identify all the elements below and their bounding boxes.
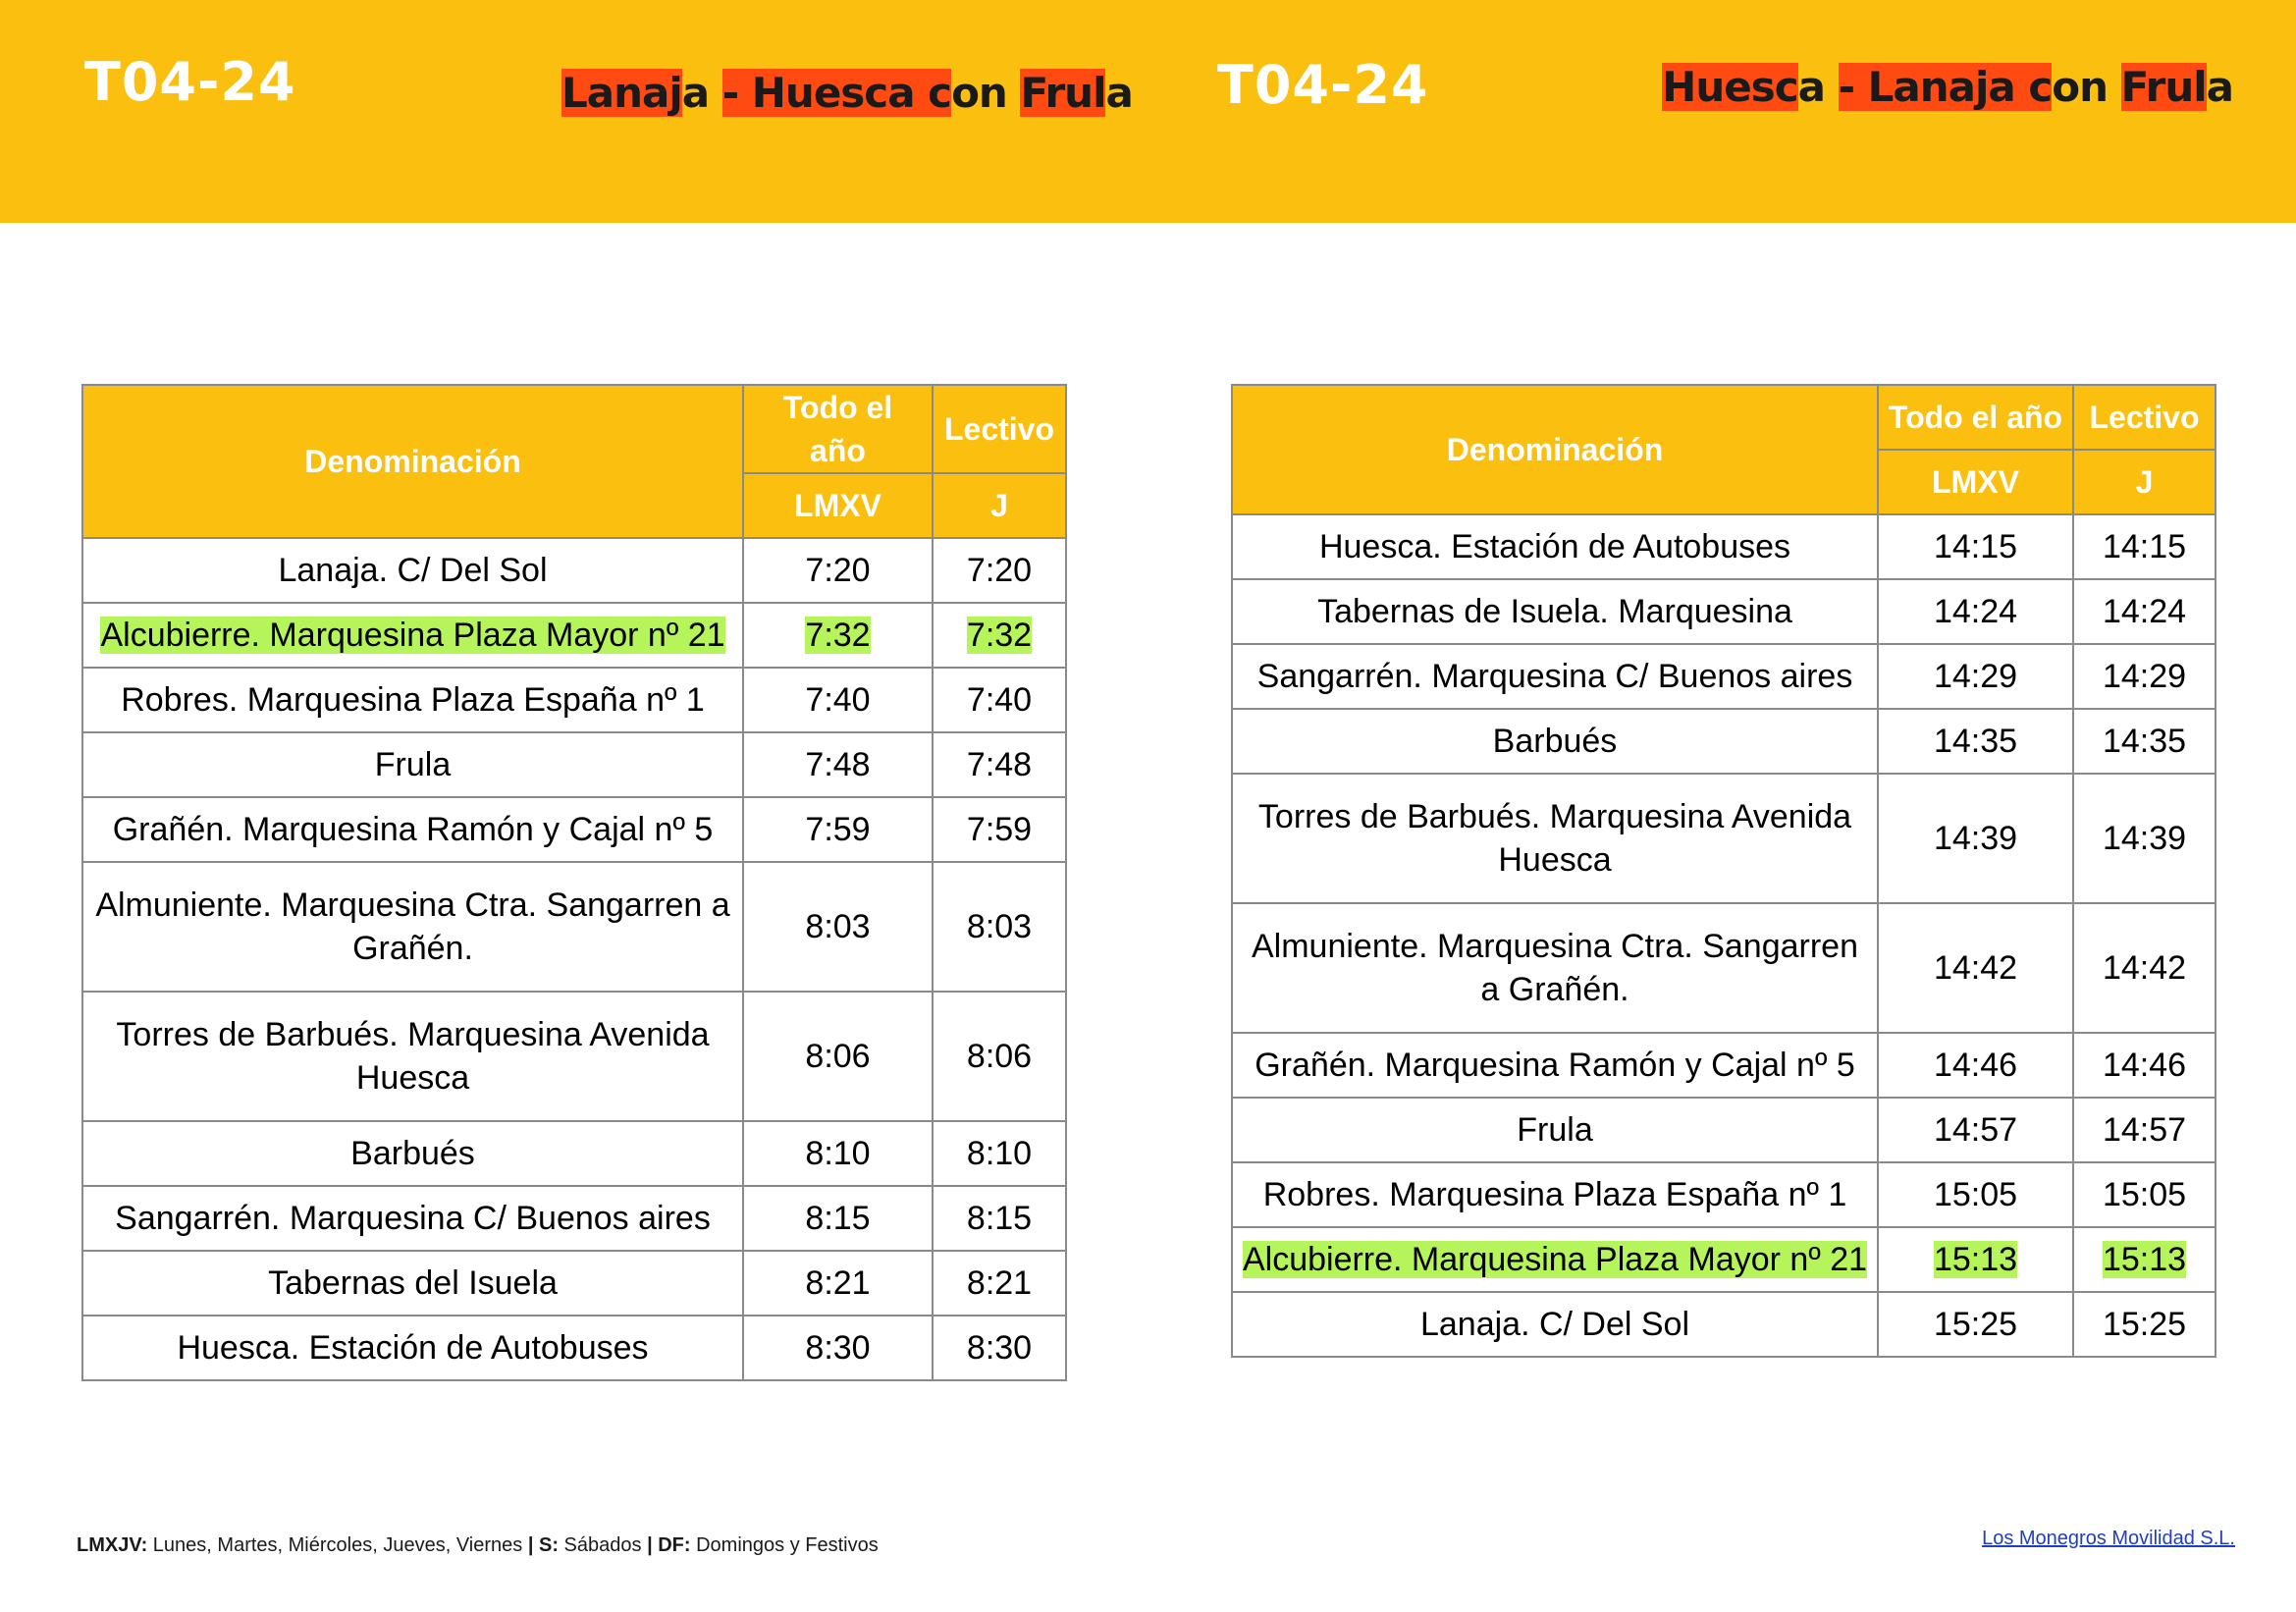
time-all-year: 7:40 [805,681,871,719]
time-all-year: 7:20 [805,552,871,589]
table-row [1232,514,2216,579]
stop-name: Barbués [1492,723,1618,760]
timetable-outbound [81,384,1067,1381]
header-denominacion: Denominación [82,385,743,538]
time-school: 14:35 [2102,723,2187,760]
route-title-part: a [1797,63,1839,111]
time-school: 14:29 [2102,658,2187,695]
route-title-part: - Huesca c [721,69,952,117]
time-all-year: 8:10 [805,1135,871,1172]
stop-name: Sangarrén. Marquesina C/ Buenos aires [1256,658,1853,695]
header-band [0,0,2296,223]
header-todo-el-ano: Todo el año [743,385,933,473]
time-school: 8:21 [966,1264,1033,1302]
route-code-return: T04-24 [1217,54,1429,116]
table-row [82,1121,1066,1186]
table-row [1232,1227,2216,1292]
table-row [1232,774,2216,903]
time-school: 8:15 [966,1200,1033,1237]
header-days-lmxv: LMXV [743,473,933,538]
time-school: 14:42 [2102,949,2187,987]
header-lectivo: Lectivo [933,385,1066,473]
route-title-part: a [681,69,722,117]
stop-name: Lanaja. C/ Del Sol [278,552,548,589]
legend-part: Domingos y Festivos [690,1534,879,1556]
table-row [82,732,1066,797]
table-row [82,538,1066,603]
time-school: 8:30 [966,1329,1033,1367]
time-all-year: 7:32 [805,617,871,654]
time-school: 14:46 [2102,1047,2187,1084]
stop-name: Huesca. Estación de Autobuses [1318,528,1791,565]
time-all-year: 14:46 [1933,1047,2018,1084]
time-school: 15:13 [2102,1241,2187,1278]
header-todo-el-ano: Todo el año [1878,385,2073,450]
stop-name: Grañén. Marquesina Ramón y Cajal nº 5 [1255,1047,1855,1084]
table-row [1232,1162,2216,1227]
time-school: 7:40 [966,681,1033,719]
time-school: 14:39 [2102,820,2187,857]
table-row [82,603,1066,668]
legend-part: | DF: [647,1534,691,1556]
stop-name: Huesca. Estación de Autobuses [177,1329,649,1367]
table-row [1232,1292,2216,1357]
route-title-part: on [2052,63,2121,111]
time-all-year: 8:06 [805,1038,871,1075]
header-days-lmxv: LMXV [1878,450,2073,514]
route-title-part: on [951,69,1021,117]
stop-name: Alcubierre. Marquesina Plaza Mayor nº 21 [100,617,725,654]
time-all-year: 14:42 [1933,949,2018,987]
table-row [1232,579,2216,644]
time-school: 7:32 [966,617,1033,654]
time-all-year: 14:39 [1933,820,2018,857]
time-school: 7:59 [966,811,1033,848]
header-denominacion: Denominación [1232,385,1878,514]
time-school: 14:24 [2102,593,2187,630]
timetable-body [82,538,1066,1380]
table-row [82,1186,1066,1251]
stop-name: Robres. Marquesina Plaza España nº 1 [121,681,705,719]
stop-name: Frula [374,746,452,783]
time-all-year: 8:03 [805,908,871,945]
stop-name: Sangarrén. Marquesina C/ Buenos aires [115,1200,711,1237]
time-all-year: 8:21 [805,1264,871,1302]
legend-part: Sábados [558,1534,648,1556]
time-school: 15:25 [2102,1306,2187,1343]
timetable-body [1232,514,2216,1357]
time-school: 8:03 [966,908,1033,945]
table-row [82,797,1066,862]
table-row [82,1251,1066,1316]
route-title-return [1662,63,2233,111]
time-all-year: 7:48 [805,746,871,783]
table-row [82,992,1066,1121]
route-title-part: Huesc [1662,63,1798,111]
stop-name: Alcubierre. Marquesina Plaza Mayor nº 21 [1242,1241,1868,1278]
time-school: 14:57 [2102,1111,2187,1149]
route-code-outbound: T04-24 [84,51,296,113]
days-legend [77,1534,879,1557]
time-all-year: 7:59 [805,811,871,848]
time-school: 8:06 [966,1038,1033,1075]
stop-name: Torres de Barbués. Marquesina Avenida Huesca [116,1016,710,1097]
legend-part: | S: [527,1534,559,1556]
time-all-year: 14:29 [1933,658,2018,695]
table-row [82,862,1066,992]
time-all-year: 14:57 [1933,1111,2018,1149]
stop-name: Almuniente. Marquesina Ctra. Sangarren a Grañén. [95,887,730,967]
header-days-j: J [2073,450,2216,514]
stop-name: Tabernas del Isuela [268,1264,558,1302]
time-all-year: 15:05 [1933,1176,2018,1213]
stop-name: Tabernas de Isuela. Marquesina [1317,593,1792,630]
route-title-part: a [1105,69,1133,117]
stop-name: Robres. Marquesina Plaza España nº 1 [1262,1176,1847,1213]
time-school: 7:20 [966,552,1033,589]
table-row [1232,1033,2216,1098]
time-all-year: 14:15 [1933,528,2018,565]
table-row [1232,644,2216,709]
timetable-return [1231,384,2216,1358]
stop-name: Torres de Barbués. Marquesina Avenida Huesca [1257,798,1852,879]
route-title-part: Lanaj [561,69,682,117]
time-all-year: 14:35 [1933,723,2018,760]
time-school: 14:15 [2102,528,2187,565]
table-row [82,1316,1066,1380]
legend-part: LMXJV: [77,1534,148,1556]
route-title-part: - Lanaja c [1838,63,2053,111]
table-row [1232,903,2216,1033]
time-school: 7:48 [966,746,1033,783]
table-row [82,668,1066,732]
table-row [1232,709,2216,774]
time-all-year: 8:15 [805,1200,871,1237]
table-row [1232,1098,2216,1162]
time-school: 8:10 [966,1135,1033,1172]
legend-part: Lunes, Martes, Miércoles, Jueves, Viernes [147,1534,528,1556]
stop-name: Frula [1517,1111,1593,1149]
stop-name: Lanaja. C/ Del Sol [1419,1306,1690,1343]
stop-name: Barbués [350,1135,475,1172]
time-all-year: 15:13 [1933,1241,2018,1278]
time-all-year: 14:24 [1933,593,2018,630]
header-days-j: J [933,473,1066,538]
route-title-part: Frul [1020,69,1106,117]
route-title-part: a [2206,63,2233,111]
time-school: 15:05 [2102,1176,2187,1213]
route-title-part: Frul [2120,63,2207,111]
header-lectivo: Lectivo [2073,385,2216,450]
stop-name: Grañén. Marquesina Ramón y Cajal nº 5 [112,811,714,848]
stop-name: Almuniente. Marquesina Ctra. Sangarren a Grañén. [1252,928,1858,1008]
route-title-outbound [561,69,1133,117]
company-link[interactable]: Los Monegros Movilidad S.L. [1982,1528,2235,1549]
time-all-year: 15:25 [1933,1306,2018,1343]
time-all-year: 8:30 [805,1329,871,1367]
